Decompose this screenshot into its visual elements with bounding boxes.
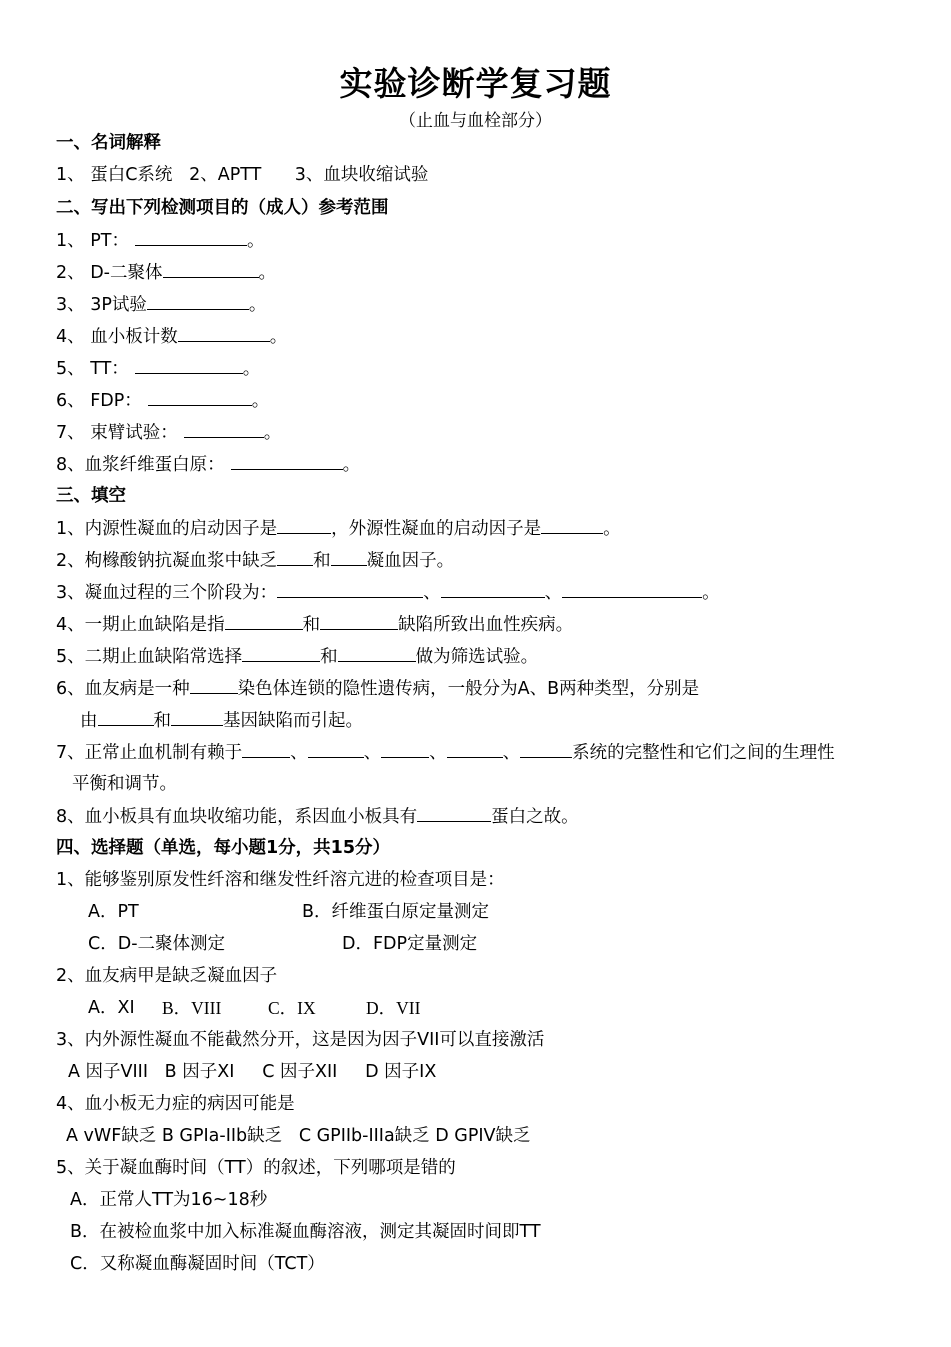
answer-blank — [277, 517, 331, 534]
range-item-4 — [56, 325, 287, 348]
answer-blank — [171, 709, 223, 726]
period: 。 — [246, 231, 265, 251]
answer-blank — [381, 741, 429, 758]
section-heading-2: 二、写出下列检测项目的（成人）参考范围 — [56, 198, 389, 218]
fill-question-1 — [56, 517, 621, 540]
question-text: 3、凝血过程的三个阶段为： — [56, 583, 278, 603]
question-text: 染色体连锁的隐性遗传病，一般分为A、B两种类型，分别是 — [237, 679, 700, 699]
section-heading-3: 三、填空 — [56, 486, 126, 506]
answer-blank — [190, 677, 238, 694]
range-item-3 — [56, 293, 266, 316]
range-item-5 — [56, 357, 260, 380]
choice-option-a: A．XI — [88, 998, 135, 1018]
question-text: 、 — [290, 743, 308, 763]
answer-blank — [320, 613, 398, 630]
answer-blank — [163, 261, 259, 278]
range-item-label: 3、 3P试验 — [56, 295, 147, 315]
choice-question-3: 3、内外源性凝血不能截然分开，这是因为因子VII可以直接激活 — [56, 1030, 545, 1050]
question-text: 4、一期止血缺陷是指 — [56, 615, 225, 635]
range-item-2 — [56, 261, 276, 284]
choice-question-5: 5、关于凝血酶时间（TT）的叙述，下列哪项是错的 — [56, 1158, 456, 1178]
question-text: 缺陷所致出血性疾病。 — [398, 615, 574, 635]
answer-blank — [277, 549, 313, 566]
question-text: 、 — [502, 743, 521, 763]
choice-option-c: C．又称凝血酶凝固时间（TCT） — [70, 1254, 325, 1274]
answer-blank — [147, 293, 249, 310]
range-item-label: 4、 血小板计数 — [56, 327, 178, 347]
choice-question-2: 2、血友病甲是缺乏凝血因子 — [56, 966, 278, 986]
period: 。 — [342, 455, 361, 475]
question-text: 蛋白之故。 — [491, 807, 579, 827]
terms-line: 1、 蛋白C系统 2、APTT 3、血块收缩试验 — [56, 165, 429, 185]
answer-blank — [148, 389, 252, 406]
choice-options-3: A 因子VIII B 因子XI C 因子XII D 因子IX — [68, 1062, 437, 1082]
answer-blank — [447, 741, 503, 758]
answer-blank — [417, 805, 491, 822]
period: 。 — [263, 423, 282, 443]
answer-blank — [441, 581, 545, 598]
range-item-7 — [56, 421, 281, 444]
answer-blank — [225, 613, 303, 630]
fill-question-4 — [56, 613, 573, 636]
question-text: 、 — [429, 743, 447, 763]
question-text: 凝血因子。 — [366, 551, 455, 571]
choice-option-c: C．IX — [268, 998, 316, 1018]
answer-blank — [242, 645, 320, 662]
answer-blank — [338, 645, 416, 662]
range-item-label: 1、 PT： — [56, 231, 129, 251]
answer-blank — [541, 517, 603, 534]
answer-blank — [231, 453, 343, 470]
choice-option-d: D．VII — [366, 998, 421, 1018]
range-item-6 — [56, 389, 269, 412]
question-text: 。 — [702, 583, 720, 603]
section-heading-1: 一、名词解释 — [56, 133, 161, 153]
question-text: 2、枸橼酸钠抗凝血浆中缺乏 — [56, 551, 278, 571]
fill-question-6-cont — [80, 709, 363, 732]
answer-blank — [98, 709, 154, 726]
period: 。 — [269, 327, 288, 347]
answer-blank — [242, 741, 290, 758]
choice-option-a: A．PT — [88, 902, 139, 922]
choice-option-b: B．纤维蛋白原定量测定 — [302, 902, 490, 922]
period: 。 — [258, 263, 276, 283]
question-text: 、 — [544, 583, 563, 603]
answer-blank — [331, 549, 367, 566]
choice-option-a: A．正常人TT为16~18秒 — [70, 1190, 268, 1210]
question-text: 1、内源性凝血的启动因子是 — [56, 519, 278, 539]
period: 。 — [242, 359, 261, 379]
question-text: 和 — [320, 647, 338, 667]
question-text: 系统的完整性和它们之间的生理性 — [572, 743, 835, 763]
question-text: 基因缺陷而引起。 — [223, 711, 363, 731]
fill-question-7 — [56, 741, 835, 764]
question-text: 8、血小板具有血块收缩功能，系因血小板具有 — [56, 807, 418, 827]
question-text: 由 — [80, 711, 98, 731]
answer-blank — [562, 581, 702, 598]
range-item-label: 2、 D-二聚体 — [56, 263, 163, 283]
fill-question-7-cont: 平衡和调节。 — [72, 774, 177, 794]
question-text: 做为筛选试验。 — [415, 647, 539, 667]
answer-blank — [178, 325, 270, 342]
range-item-8 — [56, 453, 360, 476]
question-text: 和 — [153, 711, 171, 731]
fill-question-2 — [56, 549, 454, 572]
question-text: 、 — [363, 743, 382, 763]
question-text: 6、血友病是一种 — [56, 679, 190, 699]
fill-question-5 — [56, 645, 538, 668]
choice-options-4: A vWF缺乏 B GPIa-IIb缺乏 C GPIIb-IIIa缺乏 D GPIV缺乏 — [66, 1126, 531, 1146]
choice-question-4: 4、血小板无力症的病因可能是 — [56, 1094, 295, 1114]
question-text: 和 — [302, 615, 321, 635]
fill-question-8 — [56, 805, 579, 828]
choice-option-d: D．FDP定量测定 — [342, 934, 478, 954]
page-title: 实验诊断学复习题 — [339, 64, 612, 103]
choice-option-b: B．在被检血浆中加入标准凝血酶溶液，测定其凝固时间即TT — [70, 1222, 541, 1242]
answer-blank — [135, 229, 247, 246]
choice-option-c: C．D-二聚体测定 — [88, 934, 226, 954]
answer-blank — [184, 421, 264, 438]
range-item-label: 6、 FDP： — [56, 391, 142, 411]
question-text: ，外源性凝血的启动因子是 — [331, 519, 542, 539]
question-text: 5、二期止血缺陷常选择 — [56, 647, 243, 667]
answer-blank — [135, 357, 243, 374]
question-text: 7、正常止血机制有赖于 — [56, 743, 243, 763]
question-text: 和 — [313, 551, 331, 571]
fill-question-6 — [56, 677, 699, 700]
choice-question-1: 1、能够鉴别原发性纤溶和继发性纤溶亢进的检查项目是： — [56, 870, 505, 890]
range-item-label: 5、 TT： — [56, 359, 129, 379]
page-subtitle: （止血与血栓部分） — [399, 111, 552, 131]
range-item-label: 7、 束臂试验： — [56, 423, 178, 443]
range-item-1 — [56, 229, 264, 252]
section-heading-4: 四、选择题（单选，每小题1分，共15分） — [56, 838, 391, 858]
choice-option-b: B．VIII — [162, 998, 222, 1018]
answer-blank — [308, 741, 364, 758]
question-text: 。 — [603, 519, 621, 539]
period: 。 — [248, 295, 267, 315]
answer-blank — [277, 581, 423, 598]
fill-question-3 — [56, 581, 720, 604]
answer-blank — [520, 741, 572, 758]
question-text: 、 — [423, 583, 441, 603]
period: 。 — [251, 391, 270, 411]
range-item-label: 8、血浆纤维蛋白原： — [56, 455, 225, 475]
